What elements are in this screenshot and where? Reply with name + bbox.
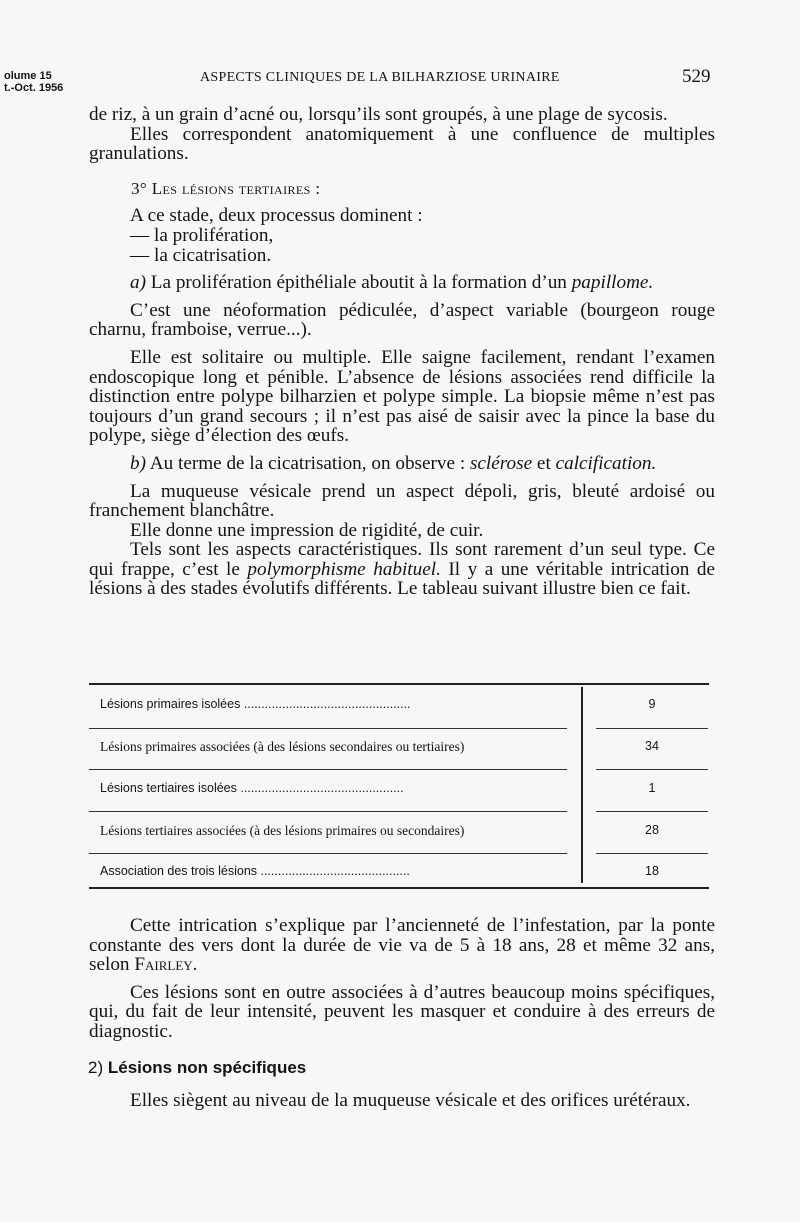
heading-title: Les lésions tertiaires : [151, 178, 321, 198]
text-run: Il y a une véritable intrication de lésions à des stades évolutifs différents. Le tableau suivant illustre bien ce fait. [89, 558, 716, 600]
row-label: Lésions primaires isolées ................................................ [100, 697, 411, 711]
paragraph: Elle est solitaire ou multiple. Elle saigne facilement, rendant l’examen endoscopique long et pénible. L’absence de lésions associées rend difficile la distinction entre polype bilharzien et polype simple. La biopsie même n’est pas toujours d’un grand secours ; il n’est pas aisé de saisir avec la pince la base du polype, siège d’élection des œufs. [89, 346, 715, 447]
row-label: Lésions tertiaires isolées ............................................... [100, 781, 404, 795]
body-text [89, 105, 715, 599]
volume-line: olume 15 [4, 70, 52, 82]
paragraph [89, 916, 715, 975]
row-label: Lésions primaires associées (à des lésions secondaires ou tertiaires) [100, 739, 465, 754]
item-text: La prolifération épithéliale aboutit à la formation d’un [150, 272, 567, 294]
page-number: 529 [682, 66, 711, 87]
table-row [89, 864, 709, 884]
paragraph-b [89, 454, 715, 474]
paragraph: La muqueuse vésicale prend un aspect dépoli, gris, bleuté ardoisé ou franchement blanchâtre. [89, 480, 715, 522]
table-bottom-rule [89, 887, 709, 889]
row-separator [89, 728, 567, 729]
emphasis: calcification. [555, 452, 657, 474]
text-run: Tels sont les aspects caractéristiques. Ils sont rarement d’un seul type. Ce qui frappe, c’est le [89, 539, 715, 580]
list-item: — la cicatrisation. [130, 244, 272, 266]
row-value: 18 [645, 864, 659, 878]
row-value: 9 [648, 697, 656, 711]
paragraph: C’est une néoformation pédiculée, d’aspect variable (bourgeon rouge charnu, framboise, verrue...). [89, 299, 715, 341]
item-label: b) [130, 452, 146, 474]
running-title: ASPECTS CLINIQUES DE LA BILHARZIOSE URINAIRE [200, 70, 560, 85]
table-row [89, 739, 709, 759]
row-separator [596, 811, 708, 812]
row-separator [89, 811, 567, 812]
paragraph: Elles siègent au niveau de la muqueuse vésicale et des orifices urétéraux. [130, 1090, 691, 1111]
paragraph-a [89, 273, 715, 293]
author-name: Fairley. [134, 954, 198, 976]
table-row [89, 781, 709, 801]
emphasis: papillome. [571, 272, 654, 294]
row-value: 1 [648, 781, 656, 795]
row-separator [89, 769, 567, 770]
body-text-final [89, 1091, 715, 1111]
lesions-table [89, 683, 709, 890]
item-text: Au terme de la cicatrisation, on observe : [149, 452, 466, 474]
paragraph: A ce stade, deux processus dominent : [130, 205, 423, 227]
list-item: — la prolifération, [130, 224, 274, 246]
row-label: Association des trois lésions ........................................... [100, 864, 410, 878]
row-separator [596, 853, 708, 854]
heading-number: 3° [131, 178, 148, 198]
row-separator [89, 853, 567, 854]
section-heading-2 [88, 1058, 306, 1078]
section-heading [89, 179, 715, 199]
emphasis: polymorphisme habituel. [247, 558, 441, 580]
table-row [89, 697, 709, 717]
paragraph: Ces lésions sont en outre associées à d’autres beaucoup moins spécifiques, qui, du fait de leur intensité, peuvent les masquer et conduire à des erreurs de diagnostic. [89, 981, 715, 1042]
table-top-rule [89, 683, 709, 685]
row-value: 34 [645, 739, 659, 753]
section-number: 2) [88, 1058, 104, 1077]
row-label: Lésions tertiaires associées (à des lésions primaires ou secondaires) [100, 823, 465, 838]
volume-info [4, 70, 63, 94]
row-separator [596, 769, 708, 770]
paragraph: Elles correspondent anatomiquement à une confluence de multiples granulations. [89, 123, 715, 165]
conjunction: et [536, 452, 551, 474]
section-title: Lésions non spécifiques [107, 1058, 307, 1077]
item-label: a) [130, 272, 146, 294]
paragraph: Elle donne une impression de rigidité, de cuir. [130, 519, 484, 541]
text-run: Cette intrication s’explique par l’ancienneté de l’infestation, par la ponte constante des vers dont la durée de vie va de 5 à 18 ans, 28 et même 32 ans, selon [89, 915, 715, 976]
table-row [89, 823, 709, 843]
body-text-continued [89, 916, 715, 1042]
paragraph [89, 540, 715, 599]
emphasis: sclérose [469, 452, 533, 474]
paragraph: de riz, à un grain d’acné ou, lorsqu’ils sont groupés, à une plage de sycosis. [89, 104, 668, 125]
row-value: 28 [645, 823, 659, 837]
issue-line: t.-Oct. 1956 [4, 82, 64, 94]
row-separator [596, 728, 708, 729]
